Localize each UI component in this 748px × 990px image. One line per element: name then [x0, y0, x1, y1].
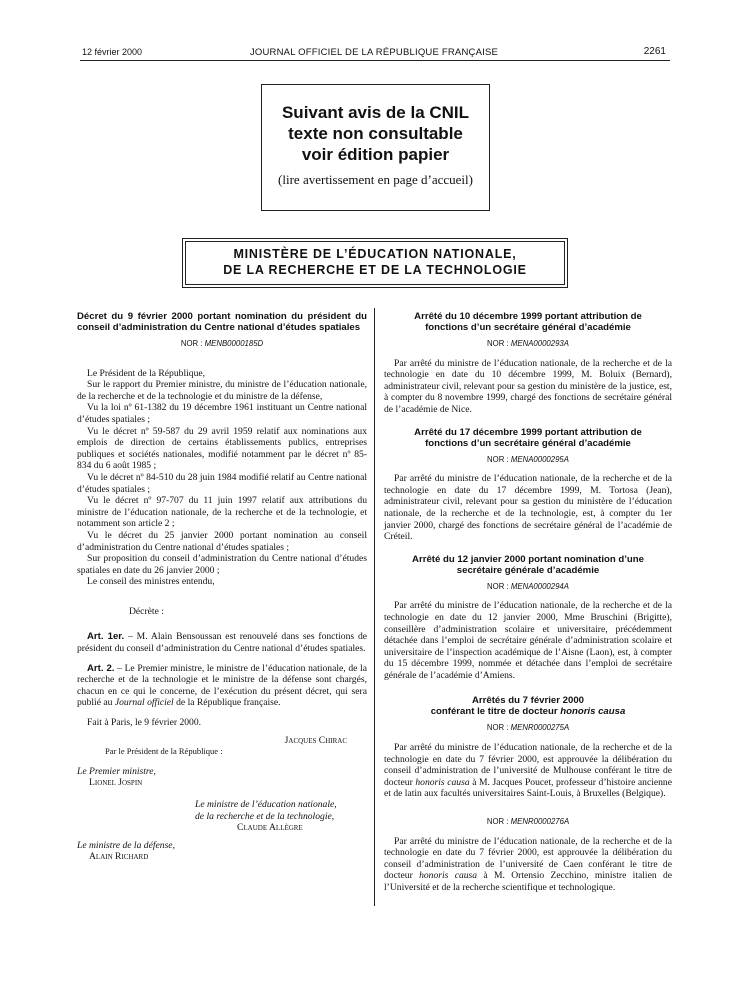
journal-title: JOURNAL OFFICIEL DE LA RÉPUBLIQUE FRANÇAISE	[249, 47, 499, 58]
decree-visa: Vu le décret nº 59-587 du 29 avril 1959 relatif aux nominations aux emplois de direction de certains établissements publics, entreprises publiques et sociétés nationales, modifié notamment par le décret nº 85-834 du 6 août 1985 ;	[77, 425, 367, 472]
header-date: 12 février 2000	[82, 47, 143, 57]
decree-visa: Le conseil des ministres entendu,	[87, 576, 215, 588]
arrete-2-title: Arrêté du 17 décembre 1999 portant attribution de fonctions d’un secrétaire général d’académie	[414, 426, 642, 449]
arrete-2-text: Par arrêté du ministre de l’éducation nationale, de la recherche et de la technologie en date du 17 décembre 1999, M. Tortosa (Jean), administrateur civil, relevant pour sa gestion du ministère de l’éducation nationale, de la recherche et de la technologie, est, à compter du 1er janvier 2000, chargé des fonctions de secrétaire général de l’académie de Créteil.	[384, 473, 672, 543]
arrete-4-text: Par arrêté du ministre de l’éducation nationale, de la recherche et de la technologie en date du 7 février 2000, est approuvée la délibération du conseil d’administration de l’université de Mulhouse conférant le titre de docteur honoris causa à M. Jacques Poucet, professeur d’histoire ancienne et de latin aux facultés universitaires Saint-Louis, à Bruxelles (Belgique).	[384, 742, 672, 800]
pm-title: Le Premier ministre,	[77, 765, 156, 777]
decree-place-date: Fait à Paris, le 9 février 2000.	[87, 717, 202, 729]
arrete-5-nor: NOR : MENR0000276A	[486, 817, 570, 827]
notice-line-1: Suivant avis de la CNIL	[281, 103, 470, 122]
ministry-heading-box	[185, 241, 565, 285]
par-le-president: Par le Président de la République :	[105, 746, 223, 757]
cnil-notice-box	[261, 84, 490, 211]
arrete-3-title: Arrêté du 12 janvier 2000 portant nomination d’une secrétaire générale d’académie	[412, 553, 644, 576]
notice-subtext: (lire avertissement en page d’accueil)	[278, 172, 473, 187]
arrete-5-text: Par arrêté du ministre de l’éducation nationale, de la recherche et de la technologie en date du 7 février 2000, est approuvée la délibération du conseil d’administration de l’université de Caen conférant le titre de docteur honoris causa à M. Ortensio Zecchino, ministre italien de l’Université et de la recherche scientifique et technologique.	[384, 835, 673, 893]
defense-minister-title: Le ministre de la défense,	[77, 839, 175, 851]
signature-president: Jacques Chirac	[284, 734, 347, 746]
decree-nor: NOR : MENB0000185D	[180, 339, 264, 348]
arrete-1-text: Par arrêté du ministre de l’éducation nationale, de la recherche et de la technologie en date du 10 décembre 1999, M. Boluix (Bernard), administrateur civil, relevant pour sa gestion du ministère de la justice, est, à compter du 8 novembre 1999, chargé des fonctions de secrétaire général de l’académie de Nice.	[384, 357, 672, 415]
signature-educ-minister: Claude Allègre	[237, 822, 303, 834]
arrete-1-nor: NOR : MENA0000293A	[487, 339, 569, 348]
signature-pm: Lionel Jospin	[89, 777, 143, 789]
article-2: Art. 2. – Le Premier ministre, le ministre de l’éducation nationale, de la recherche et de la technologie et le ministre de la défense sont chargés, chacun en ce qui le concerne, de l’exécution du présent décret, qui sera publié au Journal officiel de la République française.	[77, 662, 367, 709]
arrete-1-title: Arrêté du 10 décembre 1999 portant attribution de fonctions d’un secrétaire général d’académie	[414, 311, 642, 333]
educ-minister-title: Le ministre de l’éducation nationale,	[195, 799, 337, 810]
decree-title: Décret du 9 février 2000 portant nomination du président du conseil d’administration du Centre national d’études spatiales	[77, 311, 367, 333]
column-separator	[374, 308, 375, 906]
article-1: Art. 1er. – M. Alain Bensoussan est renouvelé dans ses fonctions de président du conseil d’administration du Centre national d’études spatiales.	[77, 631, 367, 655]
decree-visa: Sur proposition du conseil d’administration du Centre national d’études spatiales en date du 26 janvier 2000 ;	[77, 553, 367, 576]
decree-intro: Le Président de la République,	[87, 367, 206, 379]
page-number: 2261	[643, 46, 666, 57]
arrete-4-title: Arrêtés du 7 février 2000 conférant le titre de docteur honoris causa	[430, 695, 626, 718]
ministry-line-2: DE LA RECHERCHE ET DE LA TECHNOLOGIE	[223, 263, 527, 277]
header-rule	[80, 60, 670, 61]
decree-visa: Vu la loi nº 61-1382 du 19 décembre 1961 instituant un Centre national d’études spatiales ;	[77, 402, 367, 425]
ministry-line-1: MINISTÈRE DE L’ÉDUCATION NATIONALE,	[233, 247, 517, 261]
decree-visa: Sur le rapport du Premier ministre, du ministre de l’éducation nationale, de la recherche et de la technologie et du ministre de la défense,	[77, 379, 367, 402]
arrete-2-nor: NOR : MENA0000295A	[487, 454, 569, 464]
notice-line-2: texte non consultable	[288, 124, 463, 143]
signature-defense-minister: Alain Richard	[89, 851, 149, 863]
notice-line-3: voir édition papier	[301, 145, 450, 164]
decree-decrete: Décrète :	[129, 605, 164, 617]
decree-visa: Vu le décret nº 97-707 du 11 juin 1997 relatif aux attributions du ministre de l’éducation nationale, de la recherche et de la technologie, et notamment son article 2 ;	[77, 495, 367, 530]
educ-minister-title-2: de la recherche et de la technologie,	[195, 810, 335, 822]
right-column	[384, 311, 672, 894]
decree-visa: Vu le décret nº 84-510 du 28 juin 1984 modifié relatif au Centre national d’études spatiales ;	[77, 471, 367, 495]
arrete-4-nor: NOR : MENR0000275A	[486, 723, 570, 733]
arrete-3-nor: NOR : MENA0000294A	[487, 581, 569, 591]
arrete-3-text: Par arrêté du ministre de l’éducation nationale, de la recherche et de la technologie en date du 12 janvier 2000, Mme Bruschini (Brigitte), conseillère d’administration scolaire et universitaire, précédemment détachée dans l’emploi de secrétaire générale d’administration scolaire et universitaire de l’inspection académique de l’Aisne (Laon), est, à compter du 15 décembre 1999, nommée et détachée dans l’emploi de secrétaire générale de l’académie d’Amiens.	[384, 600, 672, 681]
decree-visa: Vu le décret du 25 janvier 2000 portant nomination au conseil d’administration du Centre national d’études spatiales ;	[77, 529, 367, 553]
left-column	[77, 311, 367, 863]
